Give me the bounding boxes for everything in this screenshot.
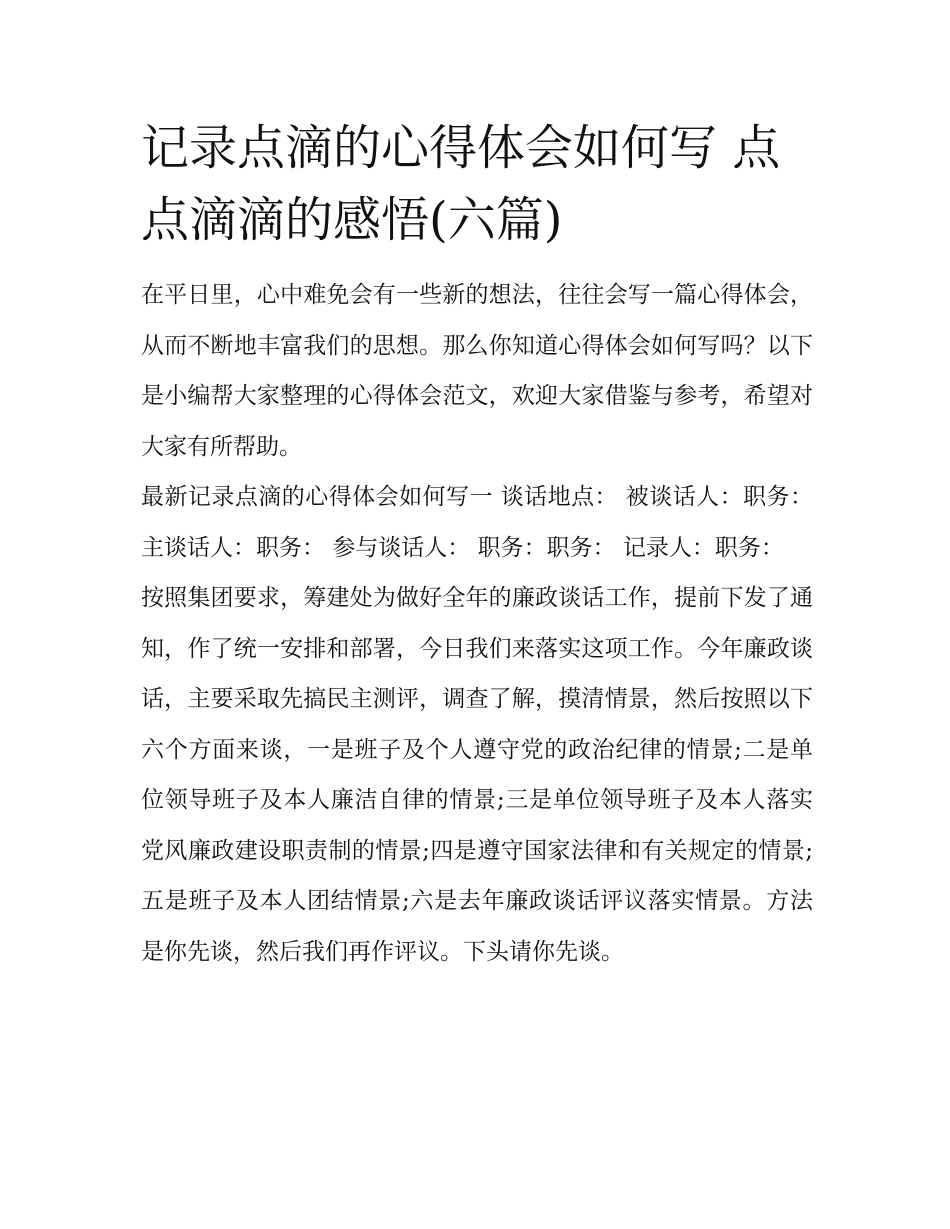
document-page (141, 112, 813, 977)
paragraph-intro: 在平日里，心中难免会有一些新的想法，往往会写一篇心得体会，从而不断地丰富我们的思想。那么你知道心得体会如何写吗？以下是小编帮大家整理的心得体会范文，欢迎大家借鉴与参考，希望对大家有所帮助。 (141, 282, 813, 460)
paragraph-body: 按照集团要求，筹建处为做好全年的廉政谈话工作，提前下发了通知，作了统一安排和部署，今日我们来落实这项工作。今年廉政谈话，主要采取先搞民主测评，调查了解，摸清情景，然后按照以下六个方面来谈，一是班子及个人遵守党的政治纪律的情景;二是单位领导班子及本人廉洁自律的情景;三是单位领导班子及本人落实党风廉政建设职责制的情景;四是遵守国家法律和有关规定的情景;五是班子及本人团结情景;六是去年廉政谈话评议落实情景。方法是你先谈，然后我们再作评议。下头请你先谈。 (141, 585, 813, 965)
paragraph-interview-info: 最新记录点滴的心得体会如何写一 谈话地点： 被谈话人：职务： 主谈话人：职务： 参与谈话人： 职务：职务： 记录人：职务： (141, 484, 813, 561)
document-title: 记录点滴的心得体会如何写 点点滴滴的感悟(六篇) (141, 120, 781, 248)
